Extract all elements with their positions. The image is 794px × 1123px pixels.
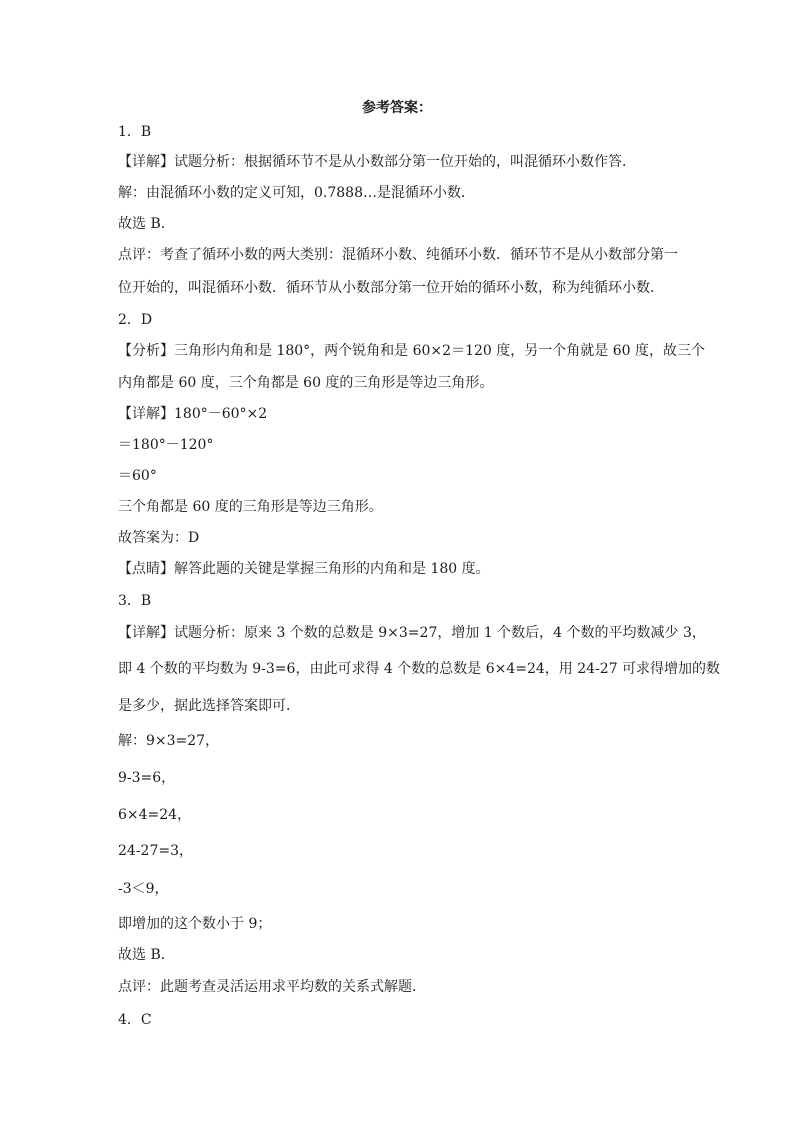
answer-2-detail-step3: ＝60° [118,468,157,484]
answer-1-choice: 故选 B． [118,216,175,232]
answer-3-detail-line2: 即 4 个数的平均数为 9-3=6，由此可求得 4 个数的总数是 6×4=24，用 24-27 可求得增加的数 [118,661,721,677]
answer-3-solution-step1: 解：9×3=27， [118,733,220,749]
answer-2-analysis-line1: 【分析】三角形内角和是 180°，两个锐角和是 60×2＝120 度，另一个角就是 60 度，故三个 [118,343,705,359]
answer-1-solution: 解：由混循环小数的定义可知，0.7888…是混循环小数． [118,185,475,201]
answer-2-choice: 故答案为：D [118,530,200,546]
answer-2-tip: 【点睛】解答此题的关键是掌握三角形的内角和是 180 度。 [118,561,490,577]
answer-1-comment-line1: 点评：考查了循环小数的两大类别：混循环小数、纯循环小数．循环节不是从小数部分第一 [118,247,678,263]
answer-3-solution-step4: 24-27=3， [118,843,193,859]
answer-3-solution-step2: 9-3=6， [118,770,176,786]
answer-1-comment-line2: 位开始的，叫混循环小数．循环节从小数部分第一位开始的循环小数，称为纯循环小数． [118,280,664,296]
answer-3-number: 3．B [118,593,152,609]
answer-3-comment: 点评：此题考查灵活运用求平均数的关系式解题． [118,979,426,995]
answer-3-conclusion: 即增加的这个数小于 9； [118,916,272,932]
answer-2-analysis-line2: 内角都是 60 度，三个角都是 60 度的三角形是等边三角形。 [118,375,494,391]
answer-3-solution-step5: -3＜9， [118,881,169,897]
answer-3-detail-line1: 【详解】试题分析：原来 3 个数的总数是 9×3=27，增加 1 个数后，4 个数的平均数减少 3， [118,625,706,641]
answer-1-detail: 【详解】试题分析：根据循环节不是从小数部分第一位开始的，叫混循环小数作答． [118,154,636,170]
answer-2-detail-step1: 【详解】180°－60°×2 [118,406,268,422]
answer-3-detail-line3: 是多少，据此选择答案即可． [118,698,300,714]
answer-1-number: 1．B [118,124,152,140]
answer-4-number: 4．C [118,1012,152,1028]
answer-3-choice: 故选 B． [118,947,175,963]
answer-2-conclusion: 三个角都是 60 度的三角形是等边三角形。 [118,499,383,515]
answer-3-solution-step3: 6×4=24， [118,807,192,823]
answer-2-detail-step2: ＝180°－120° [118,437,214,453]
page-title: 参考答案： [362,100,432,116]
answer-2-number: 2．D [118,312,153,328]
